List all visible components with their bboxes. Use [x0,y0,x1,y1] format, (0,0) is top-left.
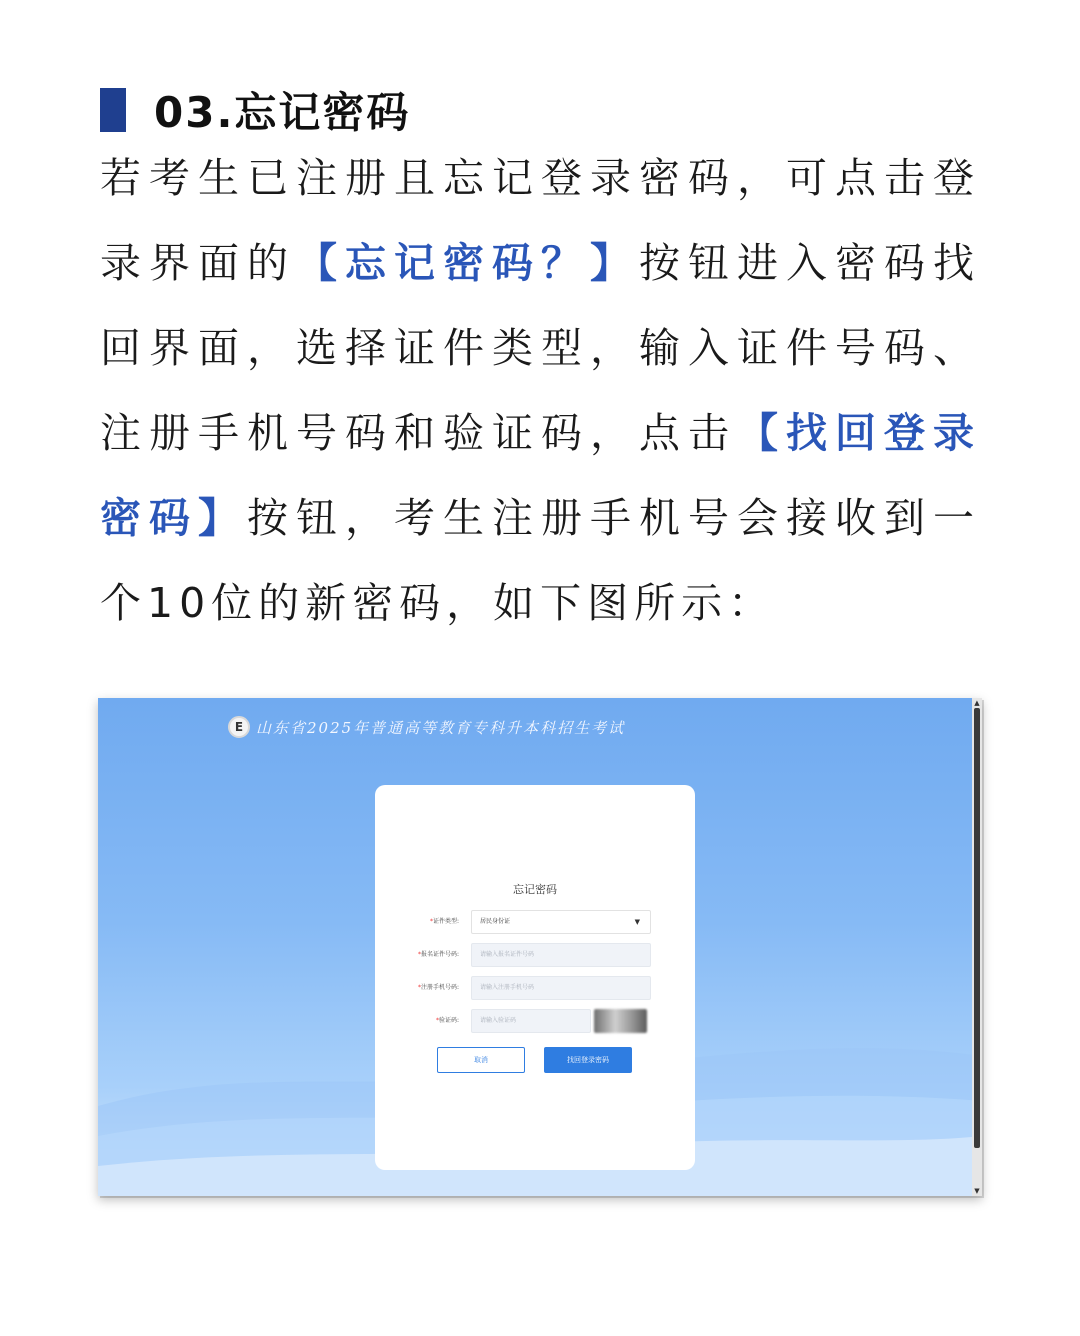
chevron-down-icon: ▼ [634,918,640,926]
paragraph-text-2: 按钮进入密码找回界面，选择证件类型，输入证件号码、注册手机号码和验证码，点击 [100,239,980,457]
scroll-down-icon[interactable]: ▼ [974,1187,980,1195]
heading-accent-bar [100,88,126,132]
id-type-label: *证件类型: [429,918,459,925]
recover-password-button-reference: 【找回登录密码】 [100,409,980,542]
captcha-label: *验证码: [435,1017,459,1024]
cancel-button[interactable]: 取消 [437,1047,525,1073]
heading-title: 03.忘记密码 [154,88,411,137]
forgot-password-dialog [375,785,695,1170]
find-password-button[interactable]: 找回登录密码 [544,1047,632,1073]
paragraph-text-1: 若考生已注册且忘记登录密码，可点击登录界面的 [100,154,980,287]
vertical-scrollbar[interactable] [972,698,982,1196]
id-number-input[interactable]: 请输入报名证件号码 [471,943,651,967]
instruction-paragraph [100,136,980,646]
id-number-label: *报名证件号码: [417,951,459,958]
paragraph-text-3: 按钮，考生注册手机号会接收到一个10位的新密码，如下图所示： [100,494,980,627]
exam-logo-icon: E [228,716,250,738]
site-header [228,716,625,738]
scroll-up-icon[interactable]: ▲ [974,699,980,707]
forgot-password-screenshot [98,698,982,1196]
id-type-value: 居民身份证 [480,918,511,925]
id-type-select[interactable] [471,910,651,934]
captcha-input[interactable]: 请输入验证码 [471,1009,591,1033]
id-number-row [375,943,695,967]
site-title: 山东省2025年普通高等教育专科升本科招生考试 [256,718,626,737]
section-heading [100,86,411,137]
id-type-row [375,910,695,934]
dialog-title: 忘记密码 [513,883,557,896]
captcha-image[interactable] [594,1009,647,1033]
phone-input[interactable]: 请输入注册手机号码 [471,976,651,1000]
forgot-password-link-reference: 【忘记密码？】 [296,239,639,287]
phone-label: *注册手机号码: [417,984,459,991]
phone-row [375,976,695,1000]
captcha-row [375,1009,695,1033]
scrollbar-thumb[interactable] [974,708,980,1148]
